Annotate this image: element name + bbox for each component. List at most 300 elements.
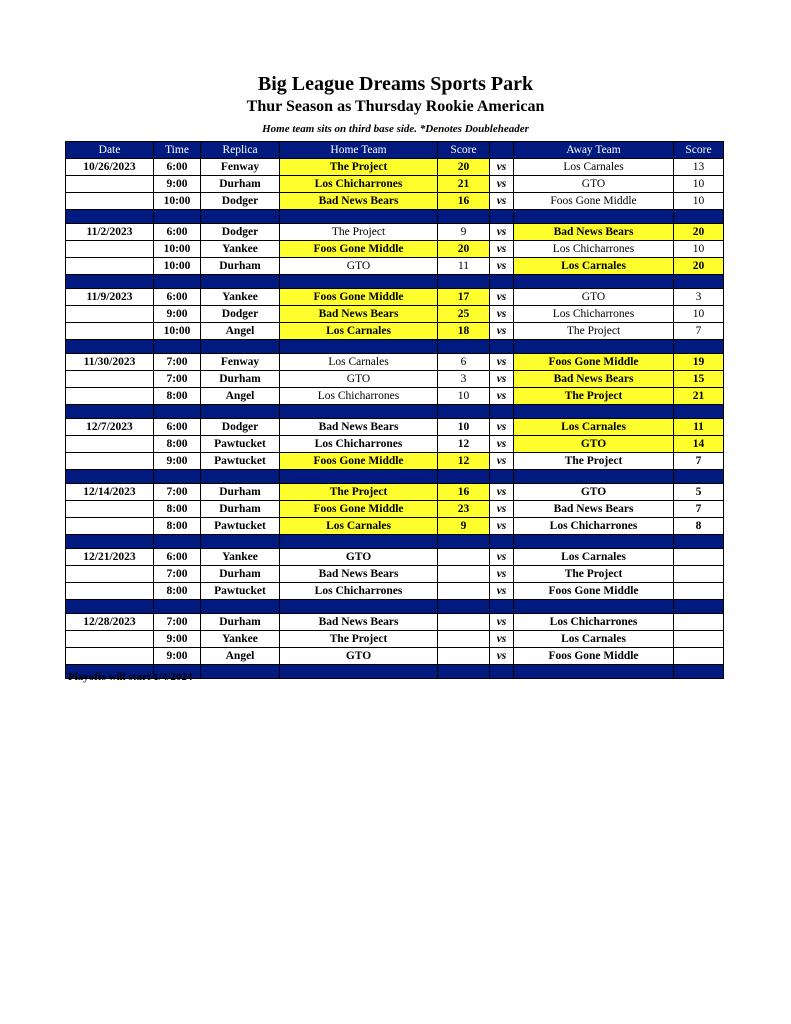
away-score: [674, 583, 724, 600]
away-team: Foos Gone Middle: [514, 648, 674, 665]
away-team: The Project: [514, 323, 674, 340]
home-team: Los Chicharrones: [280, 436, 438, 453]
game-row: [66, 159, 724, 176]
separator-cell: [154, 535, 201, 549]
game-replica: Durham: [201, 371, 280, 388]
col-header-replica: Replica: [201, 142, 280, 159]
home-team: Bad News Bears: [280, 193, 438, 210]
vs-label: vs: [490, 436, 514, 453]
vs-label: vs: [490, 648, 514, 665]
game-row: [66, 614, 724, 631]
game-row: [66, 323, 724, 340]
away-score: 7: [674, 501, 724, 518]
game-replica: Pawtucket: [201, 436, 280, 453]
col-header-away-team: Away Team: [514, 142, 674, 159]
game-time: 9:00: [154, 631, 201, 648]
game-replica: Pawtucket: [201, 453, 280, 470]
col-header-home-team: Home Team: [280, 142, 438, 159]
away-team: GTO: [514, 484, 674, 501]
playoffs-note: Playoffs will start 1/4/2024: [68, 671, 193, 683]
game-time: 6:00: [154, 549, 201, 566]
home-score: 3: [438, 371, 490, 388]
vs-label: vs: [490, 159, 514, 176]
game-row: [66, 224, 724, 241]
game-date: 12/21/2023: [66, 549, 154, 566]
away-score: 10: [674, 176, 724, 193]
home-team: Bad News Bears: [280, 419, 438, 436]
away-score: 10: [674, 306, 724, 323]
home-score: 12: [438, 453, 490, 470]
away-score: 3: [674, 289, 724, 306]
separator-cell: [280, 600, 438, 614]
game-row: [66, 258, 724, 275]
header-row: [66, 142, 724, 159]
vs-label: vs: [490, 484, 514, 501]
separator-cell: [490, 405, 514, 419]
game-replica: Pawtucket: [201, 518, 280, 535]
away-score: 19: [674, 354, 724, 371]
home-score: 25: [438, 306, 490, 323]
game-replica: Durham: [201, 566, 280, 583]
separator-cell: [490, 340, 514, 354]
separator-cell: [154, 340, 201, 354]
col-header-vs: [490, 142, 514, 159]
game-replica: Angel: [201, 323, 280, 340]
away-team: Foos Gone Middle: [514, 193, 674, 210]
away-score: 13: [674, 159, 724, 176]
away-team: Bad News Bears: [514, 224, 674, 241]
game-time: 7:00: [154, 614, 201, 631]
home-team: The Project: [280, 484, 438, 501]
away-team: Los Chicharrones: [514, 241, 674, 258]
home-score: 12: [438, 436, 490, 453]
col-header-time: Time: [154, 142, 201, 159]
game-row: [66, 484, 724, 501]
separator-cell: [201, 340, 280, 354]
game-time: 6:00: [154, 419, 201, 436]
away-score: 20: [674, 224, 724, 241]
game-time: 8:00: [154, 388, 201, 405]
separator-cell: [201, 535, 280, 549]
home-score: [438, 583, 490, 600]
game-time: 9:00: [154, 176, 201, 193]
vs-label: vs: [490, 354, 514, 371]
away-team: Los Carnales: [514, 159, 674, 176]
separator-cell: [490, 535, 514, 549]
home-score: 17: [438, 289, 490, 306]
vs-label: vs: [490, 501, 514, 518]
week-separator: [66, 340, 724, 354]
separator-cell: [66, 600, 154, 614]
schedule-body: [66, 159, 724, 679]
separator-cell: [674, 210, 724, 224]
game-replica: Durham: [201, 501, 280, 518]
separator-cell: [201, 210, 280, 224]
game-time: 9:00: [154, 648, 201, 665]
home-team: Los Carnales: [280, 354, 438, 371]
away-score: 15: [674, 371, 724, 388]
game-replica: Fenway: [201, 159, 280, 176]
away-team: Los Carnales: [514, 419, 674, 436]
game-replica: Dodger: [201, 419, 280, 436]
separator-cell: [438, 210, 490, 224]
separator-cell: [154, 210, 201, 224]
away-score: [674, 566, 724, 583]
vs-label: vs: [490, 566, 514, 583]
separator-cell: [201, 275, 280, 289]
away-team: Bad News Bears: [514, 371, 674, 388]
home-team: Los Carnales: [280, 323, 438, 340]
game-time: 6:00: [154, 289, 201, 306]
separator-cell: [280, 340, 438, 354]
week-separator: [66, 275, 724, 289]
doubleheader-note: Home team sits on third base side. *Denotes Doubleheader: [262, 123, 529, 135]
home-team: The Project: [280, 159, 438, 176]
game-date: [66, 566, 154, 583]
col-header-home-score: Score: [438, 142, 490, 159]
home-score: 23: [438, 501, 490, 518]
home-team: Foos Gone Middle: [280, 241, 438, 258]
away-score: 21: [674, 388, 724, 405]
game-date: [66, 648, 154, 665]
game-date: [66, 388, 154, 405]
game-row: [66, 354, 724, 371]
game-row: [66, 518, 724, 535]
home-score: 9: [438, 518, 490, 535]
away-team: Los Carnales: [514, 631, 674, 648]
game-time: 7:00: [154, 566, 201, 583]
game-row: [66, 566, 724, 583]
home-team: Bad News Bears: [280, 614, 438, 631]
vs-label: vs: [490, 371, 514, 388]
separator-cell: [514, 470, 674, 484]
away-team: Foos Gone Middle: [514, 354, 674, 371]
vs-label: vs: [490, 419, 514, 436]
separator-cell: [490, 470, 514, 484]
game-replica: Yankee: [201, 241, 280, 258]
game-date: [66, 323, 154, 340]
week-separator: [66, 600, 724, 614]
away-score: [674, 648, 724, 665]
away-score: 14: [674, 436, 724, 453]
home-team: The Project: [280, 224, 438, 241]
game-row: [66, 501, 724, 518]
away-score: 8: [674, 518, 724, 535]
vs-label: vs: [490, 323, 514, 340]
separator-cell: [154, 470, 201, 484]
game-replica: Dodger: [201, 224, 280, 241]
home-team: Los Chicharrones: [280, 388, 438, 405]
separator-cell: [490, 665, 514, 679]
week-separator: [66, 470, 724, 484]
game-date: 12/28/2023: [66, 614, 154, 631]
game-date: 12/14/2023: [66, 484, 154, 501]
separator-cell: [514, 600, 674, 614]
game-replica: Angel: [201, 648, 280, 665]
game-time: 6:00: [154, 159, 201, 176]
col-header-date: Date: [66, 142, 154, 159]
game-time: 10:00: [154, 323, 201, 340]
separator-cell: [154, 275, 201, 289]
separator-cell: [280, 405, 438, 419]
col-header-away-score: Score: [674, 142, 724, 159]
vs-label: vs: [490, 193, 514, 210]
separator-cell: [280, 665, 438, 679]
home-score: 18: [438, 323, 490, 340]
game-time: 8:00: [154, 436, 201, 453]
game-replica: Durham: [201, 484, 280, 501]
vs-label: vs: [490, 518, 514, 535]
game-row: [66, 371, 724, 388]
game-replica: Yankee: [201, 549, 280, 566]
game-row: [66, 176, 724, 193]
separator-cell: [674, 340, 724, 354]
separator-cell: [201, 600, 280, 614]
game-replica: Angel: [201, 388, 280, 405]
game-date: [66, 241, 154, 258]
separator-cell: [674, 470, 724, 484]
separator-cell: [514, 665, 674, 679]
separator-cell: [66, 470, 154, 484]
game-row: [66, 193, 724, 210]
game-date: [66, 518, 154, 535]
separator-cell: [66, 275, 154, 289]
separator-cell: [438, 470, 490, 484]
home-team: GTO: [280, 648, 438, 665]
game-time: 7:00: [154, 354, 201, 371]
away-score: 5: [674, 484, 724, 501]
week-separator: [66, 405, 724, 419]
separator-cell: [514, 210, 674, 224]
home-team: Los Chicharrones: [280, 176, 438, 193]
game-time: 9:00: [154, 306, 201, 323]
page-subtitle: Thur Season as Thursday Rookie American: [246, 98, 545, 115]
separator-cell: [280, 470, 438, 484]
game-replica: Durham: [201, 614, 280, 631]
separator-cell: [201, 665, 280, 679]
game-date: [66, 176, 154, 193]
game-date: [66, 258, 154, 275]
game-time: 10:00: [154, 241, 201, 258]
away-score: 7: [674, 453, 724, 470]
separator-cell: [674, 600, 724, 614]
game-time: 8:00: [154, 501, 201, 518]
home-score: 16: [438, 484, 490, 501]
separator-cell: [154, 600, 201, 614]
vs-label: vs: [490, 176, 514, 193]
separator-cell: [514, 405, 674, 419]
separator-cell: [514, 275, 674, 289]
separator-cell: [674, 665, 724, 679]
home-team: Foos Gone Middle: [280, 501, 438, 518]
game-date: 12/7/2023: [66, 419, 154, 436]
away-team: Los Chicharrones: [514, 306, 674, 323]
home-team: GTO: [280, 258, 438, 275]
separator-cell: [674, 535, 724, 549]
vs-label: vs: [490, 258, 514, 275]
vs-label: vs: [490, 224, 514, 241]
game-row: [66, 549, 724, 566]
home-score: 16: [438, 193, 490, 210]
home-team: GTO: [280, 549, 438, 566]
separator-cell: [66, 340, 154, 354]
away-score: [674, 631, 724, 648]
away-team: GTO: [514, 436, 674, 453]
separator-cell: [438, 405, 490, 419]
game-date: [66, 501, 154, 518]
game-row: [66, 306, 724, 323]
game-replica: Dodger: [201, 193, 280, 210]
game-row: [66, 453, 724, 470]
game-replica: Fenway: [201, 354, 280, 371]
game-replica: Dodger: [201, 306, 280, 323]
away-score: [674, 549, 724, 566]
away-team: The Project: [514, 453, 674, 470]
game-time: 8:00: [154, 583, 201, 600]
game-row: [66, 436, 724, 453]
game-date: 11/9/2023: [66, 289, 154, 306]
separator-cell: [490, 275, 514, 289]
game-date: [66, 193, 154, 210]
separator-cell: [280, 210, 438, 224]
away-score: 10: [674, 241, 724, 258]
game-date: [66, 583, 154, 600]
separator-cell: [66, 210, 154, 224]
separator-cell: [66, 535, 154, 549]
home-team: GTO: [280, 371, 438, 388]
game-replica: Durham: [201, 176, 280, 193]
game-date: 11/30/2023: [66, 354, 154, 371]
separator-cell: [201, 470, 280, 484]
game-date: [66, 371, 154, 388]
vs-label: vs: [490, 614, 514, 631]
home-score: 6: [438, 354, 490, 371]
away-team: The Project: [514, 388, 674, 405]
game-time: 7:00: [154, 484, 201, 501]
vs-label: vs: [490, 289, 514, 306]
home-score: 21: [438, 176, 490, 193]
game-date: [66, 453, 154, 470]
vs-label: vs: [490, 583, 514, 600]
separator-cell: [674, 275, 724, 289]
game-time: 10:00: [154, 258, 201, 275]
game-replica: Pawtucket: [201, 583, 280, 600]
vs-label: vs: [490, 241, 514, 258]
separator-cell: [154, 405, 201, 419]
game-row: [66, 241, 724, 258]
game-time: 9:00: [154, 453, 201, 470]
vs-label: vs: [490, 453, 514, 470]
game-row: [66, 388, 724, 405]
away-team: Los Chicharrones: [514, 614, 674, 631]
away-team: Los Carnales: [514, 549, 674, 566]
separator-cell: [490, 210, 514, 224]
game-date: [66, 631, 154, 648]
home-team: Bad News Bears: [280, 566, 438, 583]
game-row: [66, 289, 724, 306]
home-score: 11: [438, 258, 490, 275]
home-score: [438, 631, 490, 648]
home-score: 10: [438, 419, 490, 436]
vs-label: vs: [490, 631, 514, 648]
separator-cell: [438, 665, 490, 679]
game-row: [66, 419, 724, 436]
away-team: GTO: [514, 176, 674, 193]
vs-label: vs: [490, 388, 514, 405]
separator-cell: [674, 405, 724, 419]
game-time: 6:00: [154, 224, 201, 241]
separator-cell: [438, 535, 490, 549]
schedule-table: [65, 141, 724, 679]
separator-cell: [438, 340, 490, 354]
week-separator: [66, 535, 724, 549]
home-team: Bad News Bears: [280, 306, 438, 323]
away-team: GTO: [514, 289, 674, 306]
separator-cell: [66, 405, 154, 419]
home-team: Los Carnales: [280, 518, 438, 535]
separator-cell: [490, 600, 514, 614]
away-score: 10: [674, 193, 724, 210]
game-row: [66, 583, 724, 600]
separator-cell: [438, 275, 490, 289]
home-team: Los Chicharrones: [280, 583, 438, 600]
home-score: [438, 648, 490, 665]
home-score: 20: [438, 241, 490, 258]
home-team: Foos Gone Middle: [280, 453, 438, 470]
game-date: [66, 436, 154, 453]
away-team: Bad News Bears: [514, 501, 674, 518]
away-team: Foos Gone Middle: [514, 583, 674, 600]
home-team: Foos Gone Middle: [280, 289, 438, 306]
page-title: Big League Dreams Sports Park: [257, 73, 534, 95]
home-score: 9: [438, 224, 490, 241]
separator-cell: [514, 535, 674, 549]
separator-cell: [514, 340, 674, 354]
week-separator: [66, 210, 724, 224]
game-time: 8:00: [154, 518, 201, 535]
away-score: 7: [674, 323, 724, 340]
game-row: [66, 631, 724, 648]
separator-cell: [280, 275, 438, 289]
game-date: [66, 306, 154, 323]
home-score: 20: [438, 159, 490, 176]
home-score: [438, 549, 490, 566]
away-team: The Project: [514, 566, 674, 583]
game-replica: Durham: [201, 258, 280, 275]
home-score: [438, 566, 490, 583]
game-date: 11/2/2023: [66, 224, 154, 241]
vs-label: vs: [490, 306, 514, 323]
away-score: 11: [674, 419, 724, 436]
vs-label: vs: [490, 549, 514, 566]
home-score: 10: [438, 388, 490, 405]
game-time: 10:00: [154, 193, 201, 210]
separator-cell: [280, 535, 438, 549]
separator-cell: [201, 405, 280, 419]
game-row: [66, 648, 724, 665]
game-replica: Yankee: [201, 289, 280, 306]
away-score: [674, 614, 724, 631]
game-replica: Yankee: [201, 631, 280, 648]
separator-cell: [438, 600, 490, 614]
away-score: 20: [674, 258, 724, 275]
home-score: [438, 614, 490, 631]
away-team: Los Chicharrones: [514, 518, 674, 535]
game-time: 7:00: [154, 371, 201, 388]
away-team: Los Carnales: [514, 258, 674, 275]
game-date: 10/26/2023: [66, 159, 154, 176]
home-team: The Project: [280, 631, 438, 648]
